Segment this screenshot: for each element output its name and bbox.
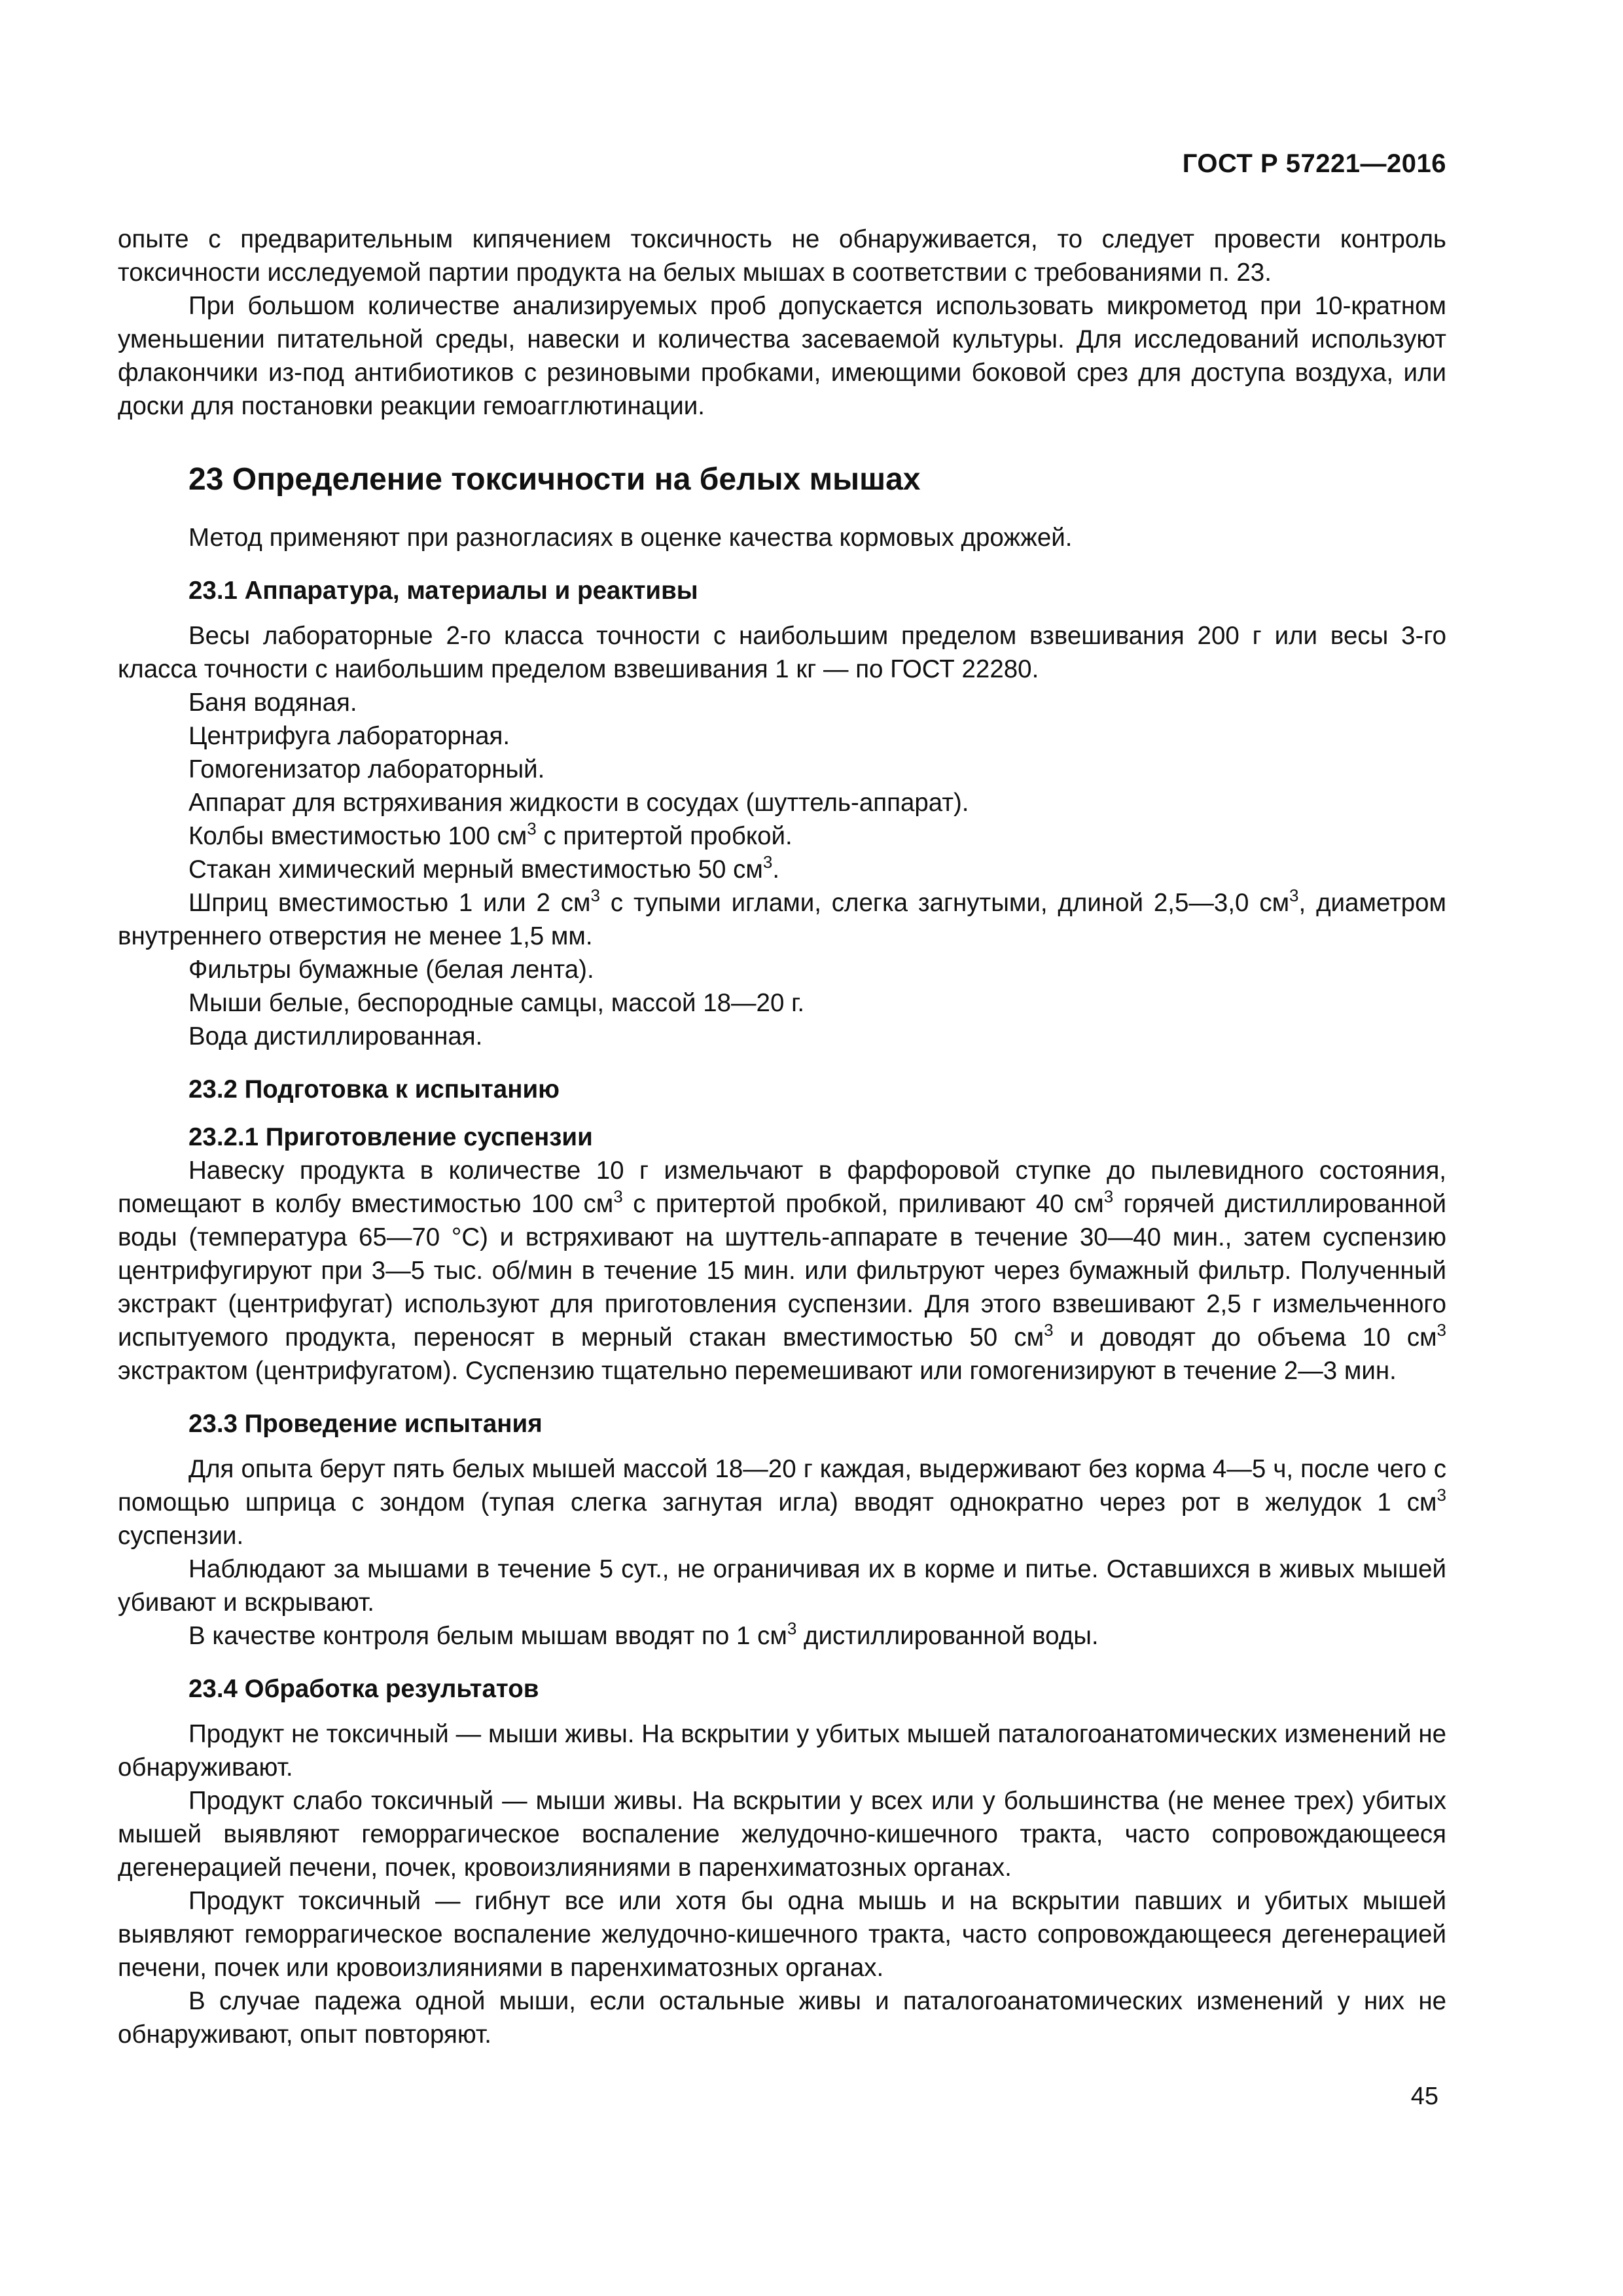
- text-run: Навеску продукта в количестве 10 г измельчают в фарфоровой ступке до пылевидного состояния, помещают в колбу вместимостью 100 см: [118, 1157, 1446, 1218]
- equipment-item: Мыши белые, беспородные самцы, массой 18—20 г.: [188, 989, 805, 1017]
- text-run: с тупыми иглами, слегка загнутыми, длиной 2,5—3,0 см: [599, 889, 1290, 917]
- superscript: 3: [787, 1619, 797, 1638]
- text-run: экстрактом (центрифугатом). Суспензию тщательно перемешивают или гомогенизируют в течение 2—3 мин.: [118, 1357, 1397, 1385]
- text-run: горячей дистиллированной воды (температура 65—70 °С) и встряхивают на шуттель-аппарате в течение 30—40 мин., затем суспензию центрифугируют при 3—5 тыс. об/мин в течение 15 мин. или фильтруют через бумажный фильтр. Полученный экстракт (центрифугат) используют для приготовления суспензии. Для этого взвешивают 2,5 г измельченного испытуемого продукта, переносят в мерный стакан вместимостью 50 см: [118, 1190, 1446, 1352]
- section-23-title: 23 Определение токсичности на белых мышах: [188, 462, 921, 497]
- results-paragraph-3: Продукт токсичный — гибнут все или хотя бы одна мышь и на вскрытии павших и убитых мышей выявляют геморрагическое воспаление желудочно-кишечного тракта, часто сопровождающееся дегенерацией печени, почек или кровоизлияниями в паренхиматозных органах.: [118, 1887, 1446, 1982]
- superscript: 3: [1103, 1187, 1114, 1206]
- text-run: Шприц вместимостью 1 или 2 см: [188, 889, 591, 917]
- equipment-item: Баня водяная.: [188, 689, 357, 717]
- equipment-item: Фильтры бумажные (белая лента).: [188, 956, 594, 984]
- results-paragraph-2: Продукт слабо токсичный — мыши живы. На вскрытии у всех или у большинства (не менее трех) убитых мышей выявляют геморрагическое воспаление желудочно-кишечного тракта, часто сопровождающееся дегенерацией печени, почек, кровоизлияниями в паренхиматозных органах.: [118, 1787, 1446, 1882]
- superscript: 3: [590, 886, 600, 905]
- text-run: В качестве контроля белым мышам вводят по 1 см: [188, 1622, 787, 1650]
- equipment-item-syringe: [118, 886, 1446, 953]
- document-header: ГОСТ Р 57221—2016: [1182, 149, 1446, 178]
- test-paragraph-1: [118, 1452, 1446, 1552]
- page-number: 45: [1410, 2083, 1438, 2110]
- equipment-item: Аппарат для встряхивания жидкости в сосудах (шуттель-аппарат).: [188, 789, 969, 817]
- section-23-intro: Метод применяют при разногласиях в оценке качества кормовых дрожжей.: [188, 524, 1073, 552]
- text-run: с притертой пробкой.: [536, 822, 793, 850]
- section-23-3-title: 23.3 Проведение испытания: [188, 1410, 543, 1438]
- text-run: Для опыта берут пять белых мышей массой 18—20 г каждая, выдерживают без корма 4—5 ч, после чего с помощью шприца с зондом (тупая слегка загнутая игла) вводят однократно через рот в желудок 1 см: [118, 1455, 1446, 1516]
- equipment-item-flasks: [118, 819, 1446, 853]
- text-run: и доводят до объема 10 см: [1053, 1323, 1437, 1352]
- superscript: 3: [1436, 1320, 1447, 1340]
- text-run: с притертой пробкой, приливают 40 см: [622, 1190, 1104, 1218]
- text-run: Колбы вместимостью 100 см: [188, 822, 527, 850]
- results-paragraph-1: Продукт не токсичный — мыши живы. На вскрытии у убитых мышей паталогоанатомических изменений не обнаруживают.: [118, 1720, 1446, 1782]
- superscript: 3: [1436, 1485, 1446, 1505]
- superscript: 3: [527, 819, 537, 838]
- test-paragraph-3: [118, 1619, 1446, 1653]
- test-paragraph-2: Наблюдают за мышами в течение 5 сут., не ограничивая их в корме и питье. Оставшихся в живых мышей убивают и вскрывают.: [118, 1555, 1446, 1617]
- superscript: 3: [762, 852, 773, 872]
- equipment-item-beaker: [118, 853, 1446, 886]
- equipment-scales: Весы лабораторные 2-го класса точности с наибольшим пределом взвешивания 200 г или весы 3-го класса точности с наибольшим пределом взвешивания 1 кг — по ГОСТ 22280.: [118, 622, 1446, 683]
- text-run: дистиллированной воды.: [796, 1622, 1099, 1650]
- text-run: , диаметром внутреннего отверстия не менее 1,5 мм.: [118, 889, 1446, 950]
- superscript: 3: [1289, 886, 1299, 905]
- suspension-paragraph: [118, 1154, 1446, 1388]
- text-run: Стакан химический мерный вместимостью 50 см: [188, 855, 763, 884]
- equipment-item: Вода дистиллированная.: [188, 1022, 483, 1050]
- results-paragraph-4: В случае падежа одной мыши, если остальные живы и паталогоанатомических изменений у них не обнаруживают, опыт повторяют.: [118, 1987, 1446, 2049]
- intro-paragraph-1: опыте с предварительным кипячением токсичность не обнаруживается, то следует провести контроль токсичности исследуемой партии продукта на белых мышах в соответствии с требованиями п. 23.: [118, 225, 1446, 287]
- superscript: 3: [613, 1187, 623, 1206]
- section-23-1-title: 23.1 Аппаратура, материалы и реактивы: [188, 577, 698, 605]
- section-23-4-title: 23.4 Обработка результатов: [188, 1675, 539, 1703]
- superscript: 3: [1044, 1320, 1054, 1340]
- equipment-item: Гомогенизатор лабораторный.: [188, 755, 545, 783]
- intro-paragraph-2: При большом количестве анализируемых проб допускается использовать микрометод при 10-кратном уменьшении питательной среды, навески и количества засеваемой культуры. Для исследований используют флакончики из-под антибиотиков с резиновыми пробками, имеющими боковой срез для доступа воздуха, или доски для постановки реакции гемоагглютинации.: [118, 292, 1446, 420]
- section-23-2-title: 23.2 Подготовка к испытанию: [188, 1075, 560, 1103]
- document-body: [118, 223, 1446, 2051]
- equipment-item: Центрифуга лабораторная.: [188, 722, 510, 750]
- text-run: .: [772, 855, 780, 884]
- text-run: суспензии.: [118, 1522, 244, 1550]
- section-23-2-1-title: 23.2.1 Приготовление суспензии: [188, 1123, 593, 1151]
